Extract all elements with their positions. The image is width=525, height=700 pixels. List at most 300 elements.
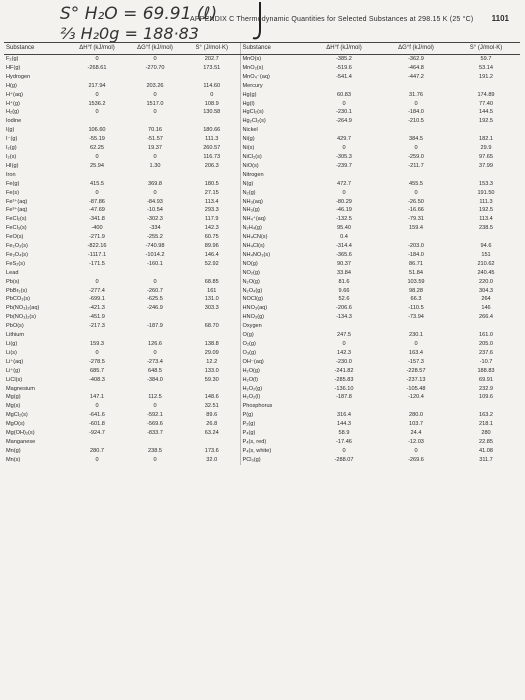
value-cell: 29.9 — [480, 145, 492, 152]
value-cell — [68, 73, 126, 82]
value-cell: 25.94 — [90, 162, 104, 169]
value-cell: 151 — [481, 251, 491, 258]
value-cell: 247.5 — [337, 332, 351, 339]
value-cell: -120.4 — [408, 394, 424, 401]
value-cell — [126, 269, 184, 278]
value-cell: 142.3 — [204, 225, 219, 232]
value-cell: 238.5 — [148, 447, 162, 454]
table-body — [4, 55, 520, 465]
value-cell: 202.7 — [204, 56, 219, 62]
col-header-dg: ΔG°f (kJ/mol) — [126, 43, 184, 55]
value-cell: -239.7 — [336, 162, 352, 169]
value-cell: 0 — [95, 349, 99, 356]
value-cell: 0 — [153, 56, 157, 62]
value-cell: -270.70 — [145, 64, 165, 71]
value-cell: 0 — [414, 145, 418, 152]
table-row — [4, 180, 520, 189]
table-row — [4, 189, 520, 198]
value-cell: -217.3 — [89, 323, 105, 330]
value-cell: -264.9 — [336, 118, 352, 125]
col-header-dg-right: ΔG°f (kJ/mol) — [380, 43, 452, 55]
substance-cell: MgO(s) — [6, 421, 25, 428]
substance-cell: H(g) — [6, 82, 17, 89]
substance-cell: Hydrogen — [6, 73, 31, 80]
value-cell: 240.45 — [477, 269, 495, 276]
value-cell — [452, 233, 520, 242]
value-cell: -365.6 — [336, 251, 352, 258]
value-cell: 113.4 — [479, 216, 493, 223]
table-row — [4, 402, 520, 411]
substance-cell: P₂(g) — [240, 420, 308, 429]
substance-cell: Mercury — [240, 82, 308, 91]
value-cell: 112.5 — [148, 394, 162, 401]
value-cell: 63.24 — [204, 430, 219, 437]
value-cell: -384.0 — [147, 376, 163, 383]
value-cell: 106.60 — [88, 127, 106, 134]
substance-cell: H₂O(l) — [240, 376, 308, 385]
value-cell: -46.19 — [336, 207, 352, 214]
substance-cell: Iron — [6, 171, 16, 178]
value-cell: -237.13 — [406, 376, 426, 383]
table-row — [4, 73, 520, 82]
value-cell: -1014.2 — [145, 251, 165, 258]
value-cell: 60.75 — [204, 234, 219, 241]
value-cell: 32.0 — [206, 456, 218, 463]
substance-cell: Mg(OH)₂(s) — [6, 430, 35, 437]
value-cell: 220.0 — [479, 278, 493, 285]
value-cell: 180.5 — [204, 180, 219, 187]
substance-cell: HgCl₂(s) — [240, 108, 308, 117]
value-cell: 264 — [481, 296, 491, 303]
value-cell: -241.82 — [334, 367, 354, 374]
table-row — [4, 144, 520, 153]
table-row — [4, 215, 520, 224]
value-cell — [126, 331, 184, 340]
substance-cell: I₂(s) — [6, 153, 17, 160]
value-cell: 114.60 — [203, 82, 221, 89]
value-cell: 113.4 — [204, 198, 219, 205]
value-cell — [380, 82, 452, 91]
substance-cell: H⁺(g) — [6, 100, 20, 107]
substance-cell: Mg(s) — [6, 403, 21, 410]
value-cell — [68, 171, 126, 180]
value-cell: 26.8 — [206, 421, 218, 428]
value-cell: 0 — [95, 153, 99, 160]
value-cell: -87.86 — [89, 198, 105, 205]
value-cell: 0 — [414, 447, 418, 454]
value-cell: 369.8 — [148, 180, 162, 187]
value-cell: -314.4 — [336, 243, 352, 250]
substance-cell: N₂H₄(g) — [240, 224, 308, 233]
value-cell: -171.5 — [89, 260, 105, 267]
value-cell: 0 — [153, 349, 157, 356]
value-cell: 58.9 — [338, 430, 350, 437]
value-cell: -16.66 — [408, 207, 424, 214]
value-cell: 429.7 — [337, 136, 351, 143]
table-row — [4, 126, 520, 135]
value-cell: 0 — [153, 91, 157, 98]
substance-cell: Fe²⁺(aq) — [6, 198, 28, 205]
value-cell: 69.91 — [479, 376, 493, 383]
value-cell — [308, 322, 380, 331]
value-cell: -259.0 — [408, 153, 424, 160]
substance-cell: Mg(g) — [6, 394, 21, 401]
substance-cell: O(g) — [240, 331, 308, 340]
value-cell: 32.51 — [204, 403, 219, 410]
table-row — [4, 269, 520, 278]
value-cell: 280 — [481, 430, 491, 437]
value-cell: 146 — [481, 305, 491, 312]
value-cell: 62.25 — [90, 145, 104, 152]
table-row — [4, 367, 520, 376]
value-cell — [68, 117, 126, 126]
value-cell — [452, 171, 520, 180]
table-row — [4, 171, 520, 180]
value-cell: 41.08 — [479, 447, 493, 454]
value-cell: 1.30 — [149, 162, 161, 169]
value-cell: 0 — [95, 278, 99, 285]
value-cell: -203.0 — [408, 243, 424, 250]
table-row — [4, 287, 520, 296]
value-cell — [184, 313, 240, 322]
substance-cell: Li(s) — [6, 349, 17, 356]
value-cell — [184, 73, 240, 82]
value-cell — [184, 117, 240, 126]
substance-cell: NO₂(g) — [240, 269, 308, 278]
value-cell: -305.3 — [336, 153, 352, 160]
table-row — [4, 411, 520, 420]
value-cell: -255.2 — [147, 234, 163, 241]
value-cell: 51.84 — [409, 269, 423, 276]
substance-cell: MnO(s) — [240, 55, 308, 64]
value-cell: -699.1 — [89, 296, 105, 303]
substance-cell: Pb(s) — [6, 278, 20, 285]
value-cell — [452, 402, 520, 411]
value-cell: -157.3 — [408, 358, 424, 365]
substance-cell: Iodine — [6, 118, 22, 125]
table-row — [4, 153, 520, 162]
value-cell: 53.14 — [479, 64, 493, 71]
substance-cell: Pb(NO₃)₂(aq) — [6, 305, 40, 312]
value-cell: -187.9 — [147, 323, 163, 330]
substance-cell: F₂(g) — [6, 56, 19, 62]
substance-cell: Magnesium — [6, 385, 35, 392]
value-cell: 147.1 — [90, 394, 104, 401]
substance-cell: NH₃(aq) — [240, 198, 308, 207]
substance-cell: Nitrogen — [240, 171, 308, 180]
table-row — [4, 55, 520, 64]
table-row — [4, 198, 520, 207]
value-cell — [452, 82, 520, 91]
value-cell: 60.83 — [337, 91, 351, 98]
value-cell: -184.0 — [408, 109, 424, 116]
col-header-s: S° (J/mol·K) — [184, 43, 240, 55]
value-cell: -211.7 — [408, 162, 424, 169]
value-cell: 12.2 — [206, 358, 218, 365]
value-cell: 0 — [414, 341, 418, 347]
value-cell: 95.40 — [337, 225, 351, 232]
value-cell: -288.07 — [334, 456, 354, 463]
value-cell: 59.7 — [480, 56, 492, 62]
value-cell — [184, 438, 240, 447]
value-cell: 230.1 — [409, 332, 423, 339]
substance-cell: P(g) — [240, 411, 308, 420]
value-cell: 0 — [95, 456, 99, 463]
value-cell: 0.4 — [340, 234, 348, 241]
table-row — [4, 224, 520, 233]
substance-cell: FeCl₃(s) — [6, 225, 27, 232]
table-row — [4, 260, 520, 269]
value-cell: -184.0 — [408, 251, 424, 258]
value-cell: -273.4 — [147, 358, 163, 365]
value-cell: -464.8 — [408, 64, 424, 71]
value-cell: -541.4 — [336, 73, 352, 80]
value-cell: 384.5 — [409, 136, 423, 143]
substance-cell: Li⁺(g) — [6, 367, 21, 374]
value-cell: 0 — [95, 91, 99, 98]
substance-cell: Hg₂Cl₂(s) — [240, 117, 308, 126]
value-cell: 0 — [414, 189, 418, 196]
table-row — [4, 295, 520, 304]
value-cell: 68.70 — [204, 323, 219, 330]
value-cell: 174.89 — [477, 91, 495, 98]
value-cell: 117.9 — [204, 216, 219, 223]
table-row — [4, 91, 520, 100]
substance-cell: P₄(s, red) — [240, 438, 308, 447]
value-cell: 0 — [95, 403, 99, 410]
value-cell: 59.30 — [204, 376, 219, 383]
value-cell: 9.66 — [338, 287, 350, 294]
substance-cell: Hg(g) — [240, 91, 308, 100]
substance-cell: H₂(g) — [6, 109, 20, 116]
substance-cell: Fe(s) — [6, 189, 20, 196]
substance-cell: N(g) — [240, 180, 308, 189]
substance-cell: MnO₂(s) — [240, 64, 308, 73]
value-cell — [126, 73, 184, 82]
value-cell: -822.16 — [87, 243, 107, 250]
value-cell: 316.4 — [337, 412, 351, 419]
value-cell: -105.48 — [406, 385, 426, 392]
value-cell: 144.3 — [337, 421, 351, 428]
table-row — [4, 456, 520, 465]
table-row — [4, 438, 520, 447]
value-cell: 0 — [342, 100, 346, 107]
value-cell: 77.40 — [479, 100, 493, 107]
value-cell: 0 — [153, 109, 157, 116]
value-cell: 103.7 — [409, 421, 423, 428]
table-row — [4, 385, 520, 394]
thermo-table-container — [4, 42, 520, 694]
substance-cell: MnO₄⁻(aq) — [240, 73, 308, 82]
value-cell: 81.6 — [338, 278, 350, 285]
value-cell — [308, 402, 380, 411]
value-cell: 89.6 — [206, 412, 218, 419]
substance-cell: FeS₂(s) — [6, 260, 25, 267]
value-cell: 111.3 — [479, 198, 493, 205]
substance-cell: Li⁺(aq) — [6, 358, 24, 365]
table-row — [4, 117, 520, 126]
substance-cell: HF(g) — [6, 64, 21, 71]
value-cell: -625.5 — [147, 296, 163, 303]
value-cell: 103.59 — [407, 278, 425, 285]
value-cell — [184, 385, 240, 394]
value-cell — [68, 269, 126, 278]
value-cell: 232.9 — [479, 385, 493, 392]
value-cell: -334 — [149, 225, 161, 232]
substance-cell: Nickel — [240, 126, 308, 135]
value-cell: -833.7 — [147, 430, 163, 437]
value-cell: -10.54 — [147, 207, 163, 214]
value-cell: 31.76 — [409, 91, 423, 98]
value-cell: 89.96 — [204, 243, 219, 250]
value-cell: 173.51 — [203, 64, 221, 71]
value-cell — [126, 171, 184, 180]
table-row — [4, 233, 520, 242]
thermodynamic-quantities-table — [4, 42, 520, 465]
value-cell: -924.7 — [89, 430, 105, 437]
substance-cell: P₄(s, white) — [240, 447, 308, 456]
table-row — [4, 242, 520, 251]
value-cell: 0 — [95, 109, 99, 116]
table-row — [4, 82, 520, 91]
value-cell: -55.19 — [89, 136, 105, 143]
value-cell: 293.3 — [204, 207, 219, 214]
value-cell — [380, 322, 452, 331]
value-cell: 648.5 — [148, 367, 162, 374]
value-cell: 182.1 — [479, 136, 493, 143]
value-cell: 0 — [210, 91, 214, 98]
value-cell: 203.26 — [146, 82, 164, 89]
substance-cell: Fe³⁺(aq) — [6, 207, 28, 214]
value-cell: 237.6 — [479, 349, 493, 356]
value-cell: 218.1 — [479, 421, 493, 428]
value-cell: 19.37 — [148, 145, 162, 152]
substance-cell: O₂(g) — [240, 340, 308, 349]
value-cell: -160.1 — [147, 260, 163, 267]
substance-cell: NiO(s) — [240, 162, 308, 171]
table-row — [4, 313, 520, 322]
value-cell — [126, 438, 184, 447]
substance-cell: Hg(l) — [240, 100, 308, 109]
substance-cell: O₃(g) — [240, 349, 308, 358]
table-row — [4, 393, 520, 402]
value-cell — [126, 385, 184, 394]
substance-cell: Mn(g) — [6, 447, 21, 454]
substance-cell: PCl₃(g) — [240, 456, 308, 465]
value-cell: 133.0 — [204, 367, 219, 374]
col-header-s-right: S° (J/mol·K) — [452, 43, 520, 55]
value-cell: 238.5 — [479, 225, 493, 232]
value-cell: 280.0 — [409, 412, 423, 419]
value-cell: 163.2 — [479, 412, 493, 419]
value-cell: 98.28 — [409, 287, 423, 294]
value-cell: 97.65 — [479, 153, 493, 160]
value-cell: -740.98 — [145, 243, 165, 250]
value-cell: -12.03 — [408, 438, 424, 445]
value-cell — [184, 269, 240, 278]
value-cell: 130.58 — [203, 109, 221, 116]
table-row — [4, 322, 520, 331]
substance-cell: OH⁻(aq) — [240, 358, 308, 367]
value-cell: 66.3 — [410, 296, 422, 303]
substance-cell: PbBr₂(s) — [6, 287, 28, 294]
substance-cell: FeCl₂(s) — [6, 216, 27, 223]
value-cell — [452, 322, 520, 331]
substance-cell: MgCl₂(s) — [6, 412, 28, 419]
value-cell: -519.6 — [336, 64, 352, 71]
value-cell: -10.7 — [479, 358, 493, 365]
value-cell: 217.94 — [88, 82, 106, 89]
value-cell: 111.3 — [205, 136, 219, 143]
value-cell: -285.83 — [334, 376, 354, 383]
substance-cell: Mn(s) — [6, 456, 21, 463]
value-cell — [68, 385, 126, 394]
substance-cell: NO(g) — [240, 260, 308, 269]
value-cell: 116.73 — [203, 153, 221, 160]
value-cell — [184, 331, 240, 340]
value-cell: -277.4 — [89, 287, 105, 294]
substance-cell: I⁻(g) — [6, 136, 18, 143]
substance-cell: HNO₃(g) — [240, 313, 308, 322]
col-header-substance: Substance — [4, 43, 68, 55]
value-cell: 24.4 — [410, 430, 422, 437]
value-cell: 33.84 — [337, 269, 351, 276]
value-cell — [308, 126, 380, 135]
value-cell — [380, 402, 452, 411]
substance-cell: LiCl(s) — [6, 376, 23, 383]
table-row — [4, 376, 520, 385]
value-cell: -385.2 — [336, 56, 352, 62]
value-cell: 52.92 — [204, 260, 219, 267]
substance-cell: Phosphorus — [240, 402, 308, 411]
substance-cell: I(g) — [6, 127, 15, 134]
value-cell: 109.6 — [479, 394, 493, 401]
value-cell: -592.1 — [147, 412, 163, 419]
substance-cell: PbO(s) — [6, 323, 24, 330]
value-cell — [380, 171, 452, 180]
substance-cell: I₂(g) — [6, 145, 17, 152]
value-cell: -47.69 — [89, 207, 105, 214]
substance-cell: Ni(s) — [240, 144, 308, 153]
value-cell: 52.6 — [338, 296, 350, 303]
value-cell: -341.8 — [89, 216, 105, 223]
table-row — [4, 278, 520, 287]
substance-cell: NOCl(g) — [240, 295, 308, 304]
value-cell: 90.37 — [337, 260, 351, 267]
value-cell: -408.3 — [89, 376, 105, 383]
substance-cell: Lithium — [6, 332, 25, 339]
substance-cell: H₂O₂(l) — [240, 393, 308, 402]
value-cell: -230.1 — [336, 109, 352, 116]
value-cell: 191.50 — [477, 189, 495, 196]
value-cell: -110.5 — [408, 305, 424, 312]
substance-cell: NH₃(g) — [240, 206, 308, 215]
value-cell: 472.7 — [337, 180, 351, 187]
value-cell: 1517.0 — [146, 100, 164, 107]
value-cell: 0 — [153, 153, 157, 160]
value-cell: -26.50 — [408, 198, 424, 205]
substance-cell: HNO₃(aq) — [240, 304, 308, 313]
value-cell: -132.5 — [336, 216, 352, 223]
page-header-title: APPENDIX C Thermodynamic Quantities for Selected Substances at 298.15 K (25 °C) — [190, 16, 474, 23]
value-cell: 685.7 — [90, 367, 104, 374]
value-cell: 159.3 — [90, 341, 104, 347]
value-cell: -362.9 — [408, 56, 424, 62]
value-cell: -187.8 — [336, 394, 352, 401]
value-cell: -84.93 — [147, 198, 163, 205]
value-cell: -269.6 — [408, 456, 424, 463]
value-cell: 0 — [153, 189, 157, 196]
